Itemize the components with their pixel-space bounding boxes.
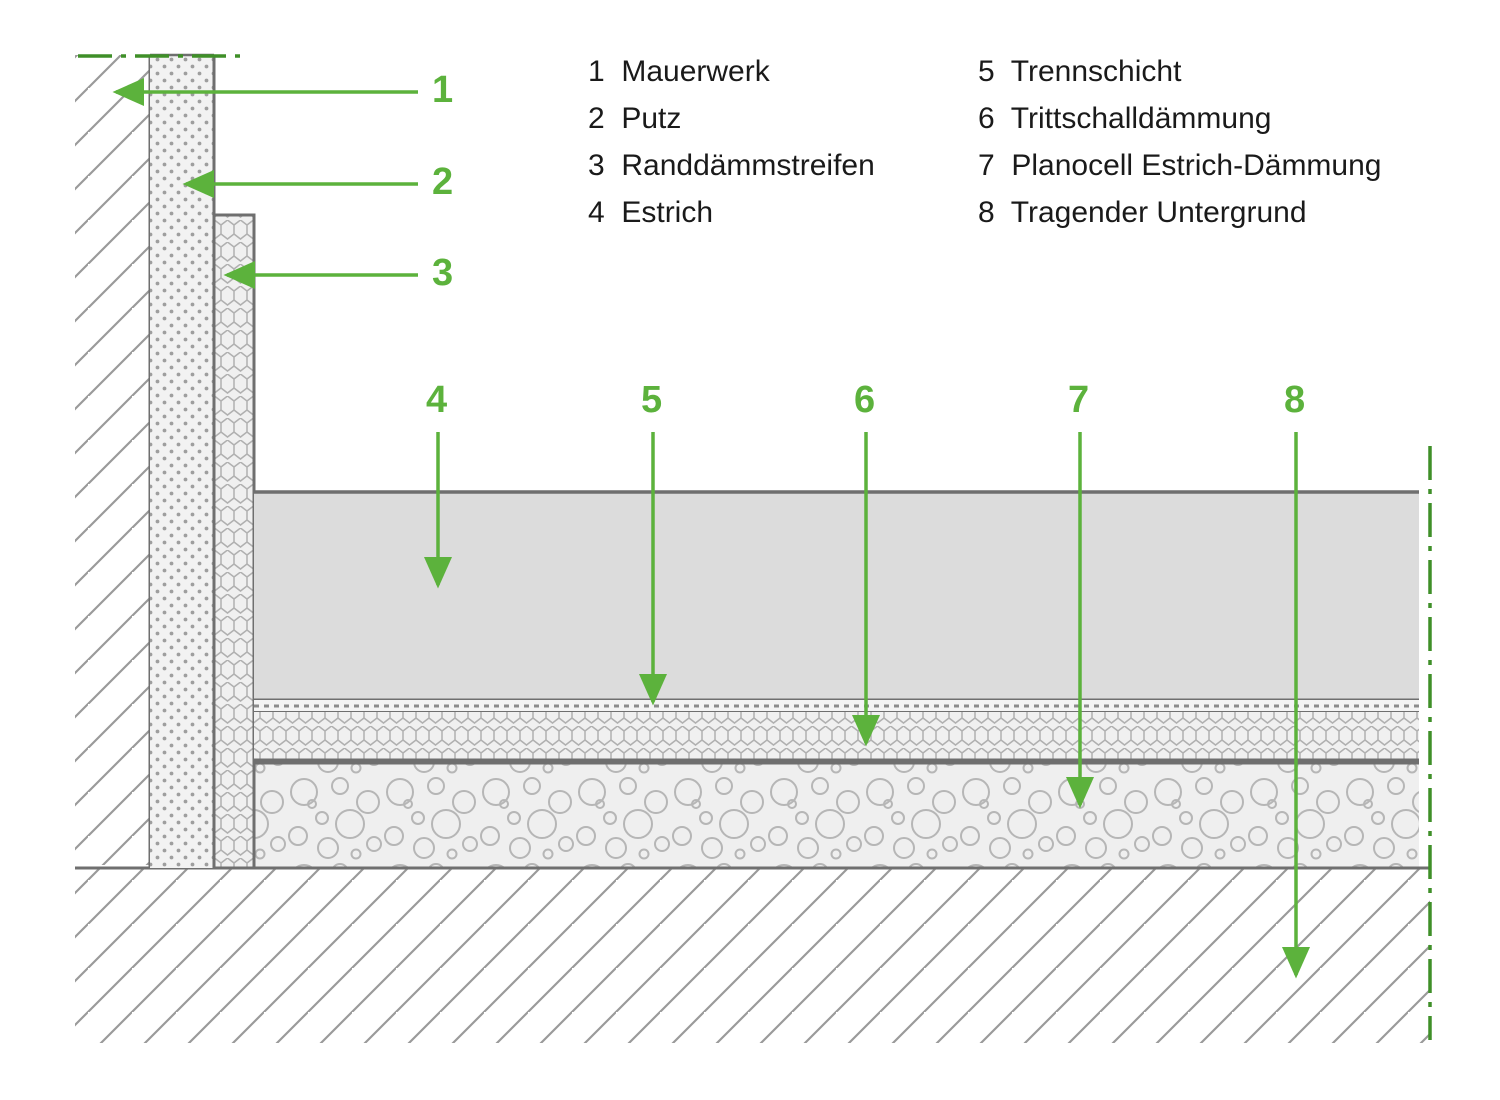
legend-number-8: 8 [978, 196, 995, 229]
legend-item-6 [978, 95, 1458, 142]
legend-item-8 [978, 189, 1458, 236]
masonry-layer [75, 55, 150, 868]
legend-label-7: Planocell Estrich-Dämmung [1011, 149, 1382, 182]
legend-item-4 [588, 189, 978, 236]
legend-label-6: Trittschalldämmung [1010, 102, 1272, 135]
callout-number-2: 2 [432, 161, 454, 203]
legend-label-4: Estrich [621, 196, 714, 229]
legend-label-1: Mauerwerk [621, 55, 770, 88]
screed-layer [254, 492, 1419, 700]
callout-number-6: 6 [854, 379, 876, 421]
legend-item-2 [588, 95, 978, 142]
legend-number-2: 2 [588, 102, 605, 135]
legend-number-7: 7 [978, 149, 995, 182]
legend-number-3: 3 [588, 149, 605, 182]
legend-label-2: Putz [621, 102, 682, 135]
callout-number-8: 8 [1284, 379, 1306, 421]
callout-number-1: 1 [432, 69, 454, 111]
substrate-layer [75, 868, 1430, 1043]
legend-item-7 [978, 142, 1458, 189]
legend-label-3: Randdämmstreifen [621, 149, 875, 182]
separating-layer [254, 700, 1419, 712]
callout-number-4: 4 [426, 379, 448, 421]
legend-number-1: 1 [588, 55, 605, 88]
legend-number-5: 5 [978, 55, 995, 88]
edge-insulation-strip [214, 215, 254, 868]
legend-number-6: 6 [978, 102, 995, 135]
callout-number-5: 5 [641, 379, 663, 421]
legend-item-1 [588, 48, 978, 95]
legend-label-8: Tragender Untergrund [1010, 196, 1307, 229]
legend-item-5 [978, 48, 1458, 95]
legend-item-3 [588, 142, 978, 189]
legend-label-5: Trennschicht [1010, 55, 1182, 88]
legend-number-4: 4 [588, 196, 605, 229]
callout-number-7: 7 [1068, 379, 1090, 421]
plaster-layer [150, 55, 214, 868]
impact-sound-insulation-layer [254, 712, 1419, 760]
planocell-insulation-layer [254, 763, 1419, 868]
legend [588, 48, 1468, 236]
callout-number-3: 3 [432, 252, 454, 294]
